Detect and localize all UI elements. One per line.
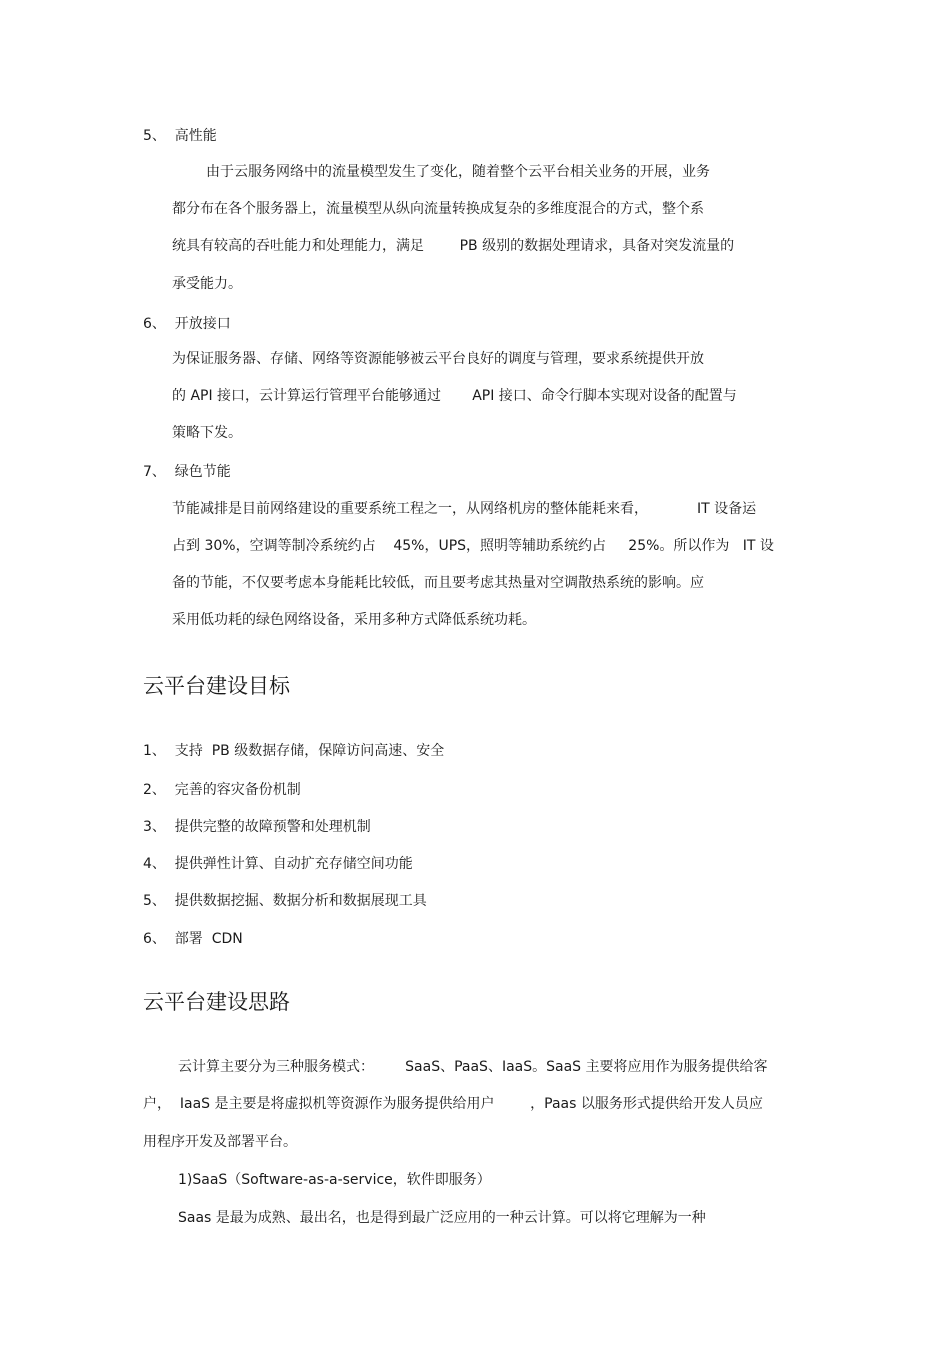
goal-item: 4、 提供弹性计算、自动扩充存储空间功能	[143, 856, 413, 872]
paragraph-line: 为保证服务器、存储、网络等资源能够被云平台良好的调度与管理，要求系统提供开放	[172, 351, 704, 367]
section-heading-green-energy: 7、 绿色节能	[143, 464, 231, 480]
paragraph-line: 户， IaaS 是主要是将虚拟机等资源作为服务提供给用户 ，Paas 以服务形式提供给开发人员应	[143, 1096, 763, 1112]
goal-item: 3、 提供完整的故障预警和处理机制	[143, 819, 371, 835]
paragraph-line: 采用低功耗的绿色网络设备，采用多种方式降低系统功耗。	[172, 612, 536, 628]
paragraph-line: 占到 30%，空调等制冷系统约占 45%，UPS，照明等辅助系统约占 25%。所以作为 IT 设	[172, 538, 774, 554]
goal-item: 1、 支持 PB 级数据存储，保障访问高速、安全	[143, 743, 445, 759]
paragraph-line: 的 API 接口，云计算运行管理平台能够通过 API 接口、命令行脚本实现对设备的配置与	[172, 388, 737, 404]
paragraph-line: 承受能力。	[172, 276, 242, 292]
paragraph-line: Saas 是最为成熟、最出名，也是得到最广泛应用的一种云计算。可以将它理解为一种	[178, 1210, 706, 1226]
goals-title: 云平台建设目标	[143, 674, 290, 698]
ideas-title: 云平台建设思路	[143, 990, 290, 1014]
section-heading-performance: 5、 高性能	[143, 128, 217, 144]
paragraph-line: 由于云服务网络中的流量模型发生了变化，随着整个云平台相关业务的开展，业务	[206, 164, 710, 180]
paragraph-line: 用程序开发及部署平台。	[143, 1134, 297, 1150]
goal-item: 2、 完善的容灾备份机制	[143, 782, 301, 798]
paragraph-line: 节能减排是目前网络建设的重要系统工程之一，从网络机房的整体能耗来看， IT 设备运	[172, 501, 757, 517]
paragraph-line: 策略下发。	[172, 425, 242, 441]
goal-item: 6、 部署 CDN	[143, 931, 243, 947]
paragraph-line: 都分布在各个服务器上，流量模型从纵向流量转换成复杂的多维度混合的方式，整个系	[172, 201, 704, 217]
paragraph-line: 统具有较高的吞吐能力和处理能力，满足 PB 级别的数据处理请求，具备对突发流量的	[172, 238, 735, 254]
paragraph-line: 备的节能，不仅要考虑本身能耗比较低，而且要考虑其热量对空调散热系统的影响。应	[172, 575, 704, 591]
subheading-saas: 1)SaaS（Software-as-a-service，软件即服务）	[178, 1172, 491, 1188]
section-heading-open-api: 6、 开放接口	[143, 316, 231, 332]
goal-item: 5、 提供数据挖掘、数据分析和数据展现工具	[143, 893, 427, 909]
paragraph-line: 云计算主要分为三种服务模式： SaaS、PaaS、IaaS。SaaS 主要将应用作为服务提供给客	[178, 1059, 768, 1075]
